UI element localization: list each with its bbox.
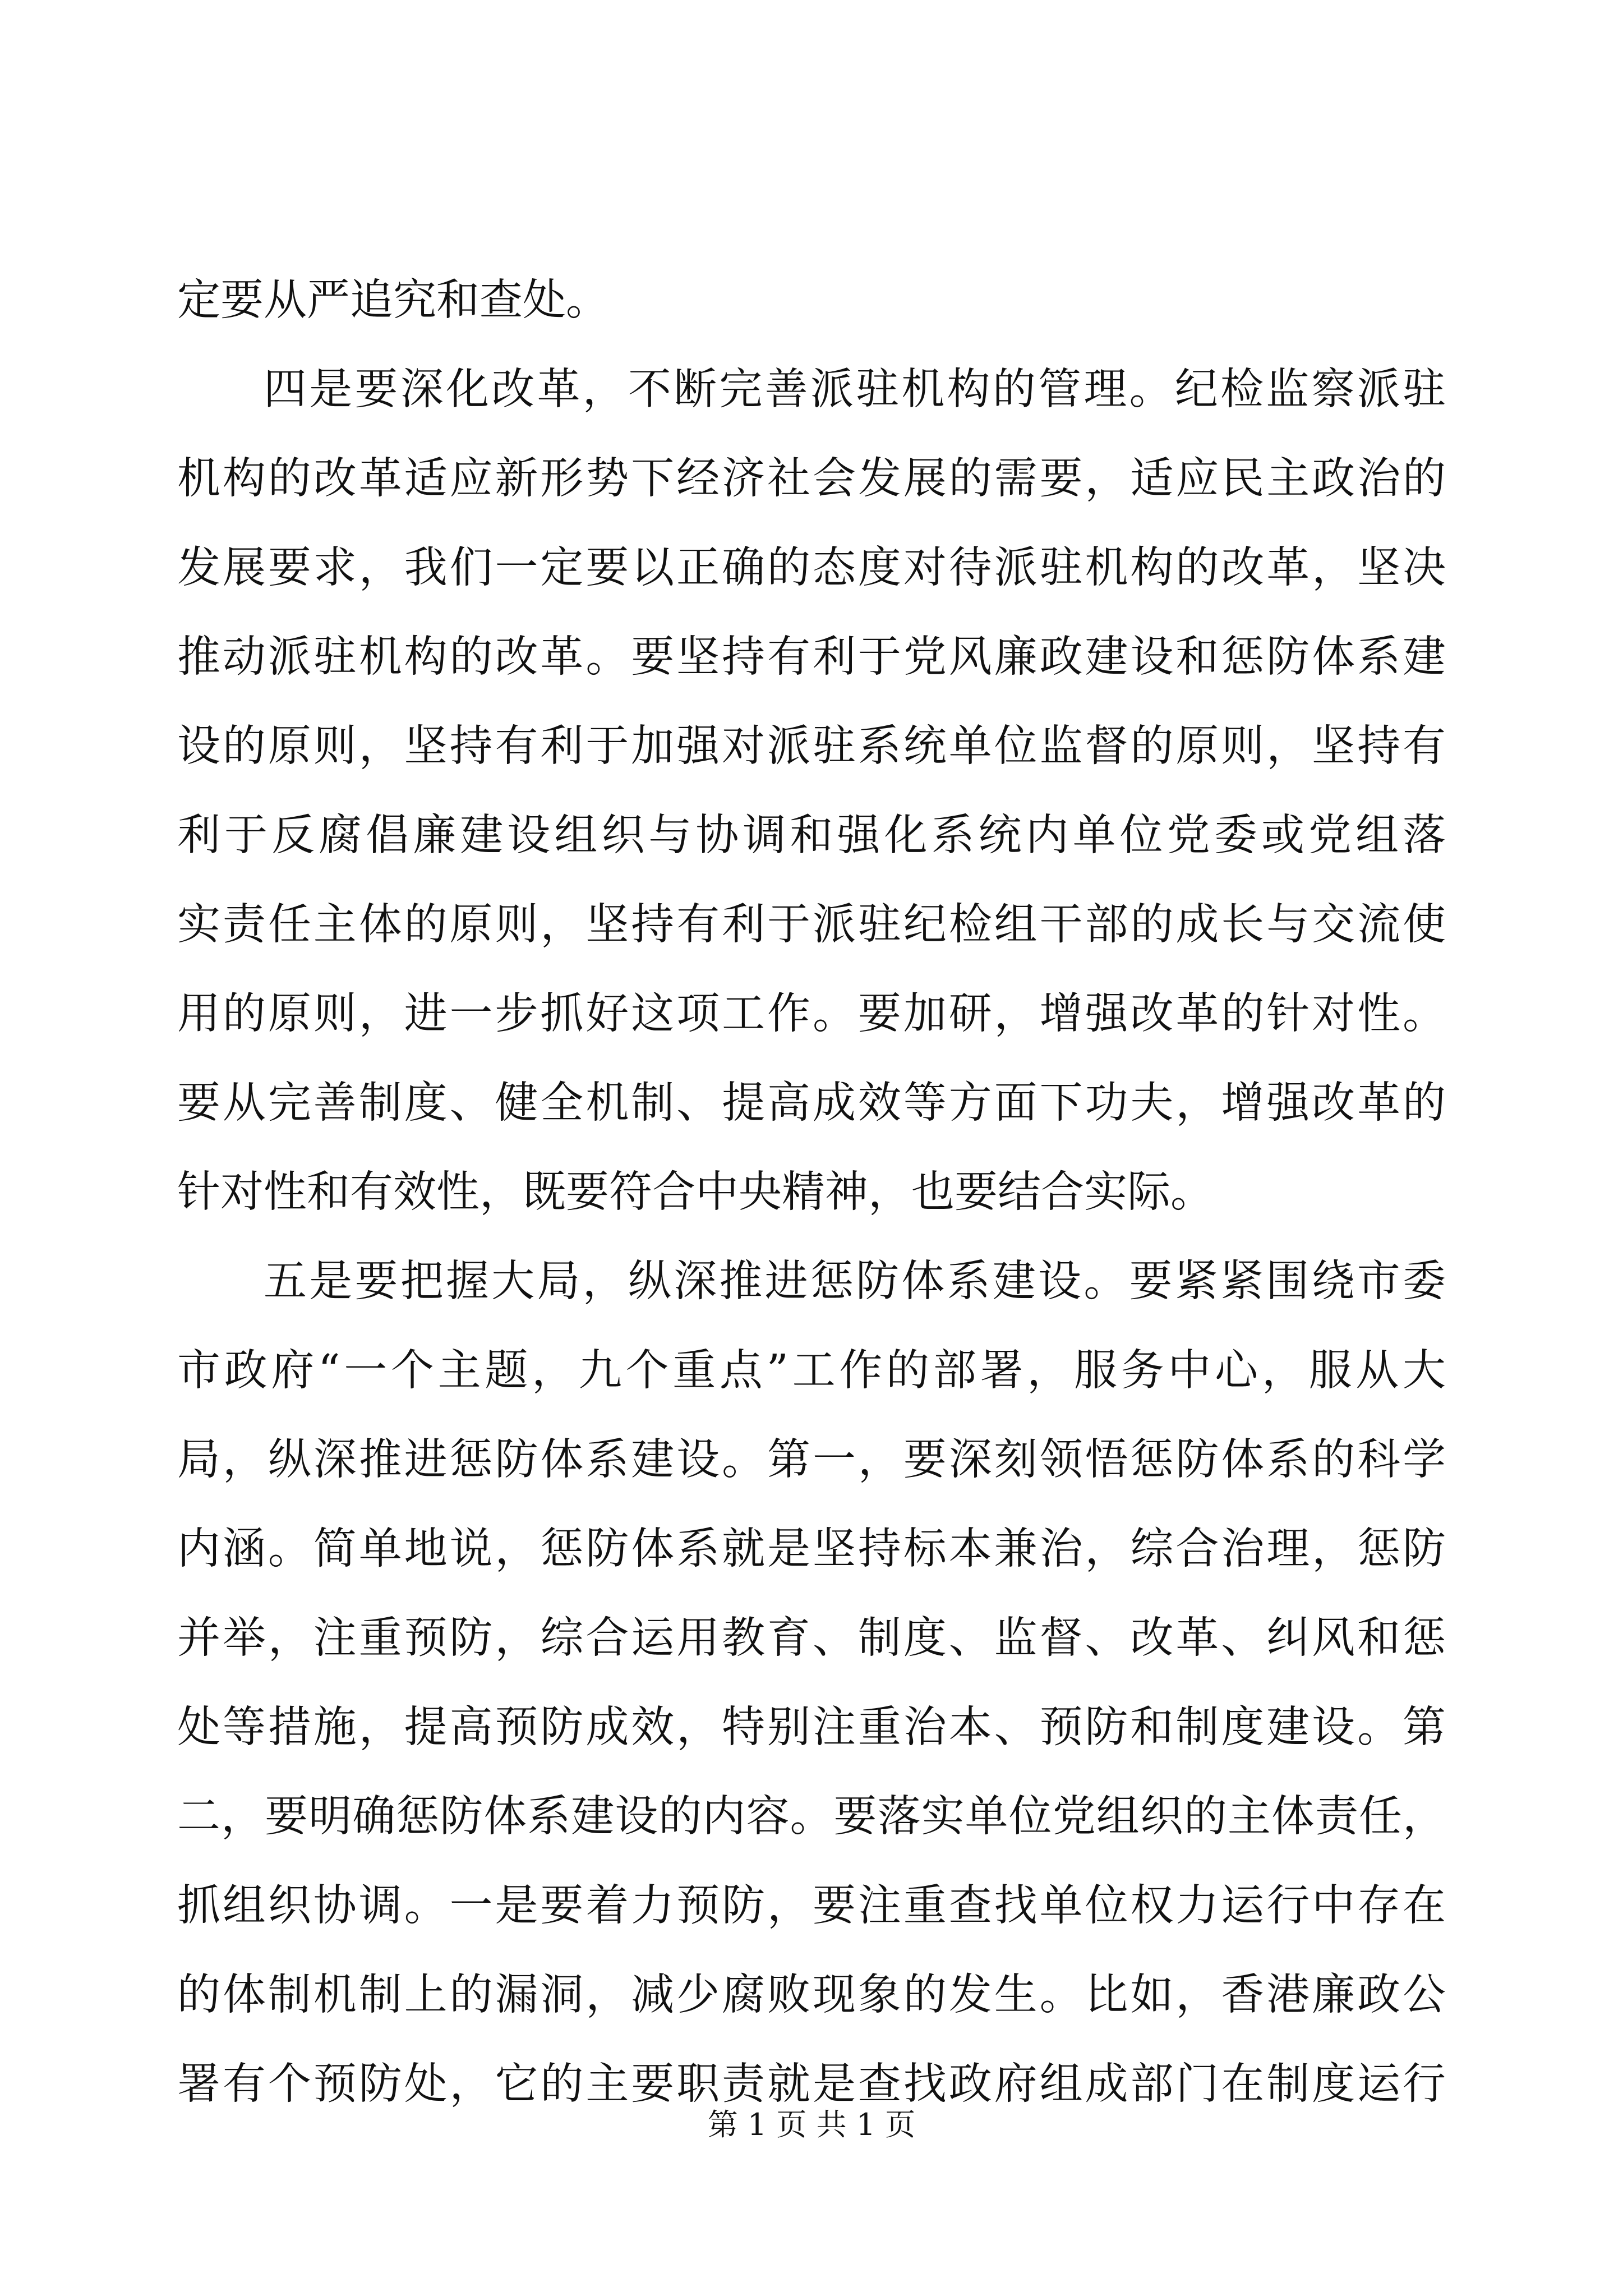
text-line: 推动派驻机构的改革。要坚持有利于党风廉政建设和惩防体系建: [177, 632, 1446, 682]
text-line: 机构的改革适应新形势下经济社会发展的需要，适应民主政治的: [177, 454, 1446, 504]
text-line: 用的原则，进一步抓好这项工作。要加研，增强改革的针对性。: [177, 989, 1446, 1039]
text-line: 市政府“一个主题，九个重点”工作的部署，服务中心，服从大: [177, 1346, 1446, 1396]
text-line: 四是要深化改革，不断完善派驻机构的管理。纪检监察派驻: [264, 365, 1446, 415]
text-line: 针对性和有效性，既要符合中央精神，也要结合实际。: [177, 1167, 1214, 1217]
text-line: 利于反腐倡廉建设组织与协调和强化系统内单位党委或党组落: [177, 811, 1446, 861]
text-line: 定要从严追究和查处。: [177, 275, 609, 325]
text-line: 内涵。简单地说，惩防体系就是坚持标本兼治，综合治理，惩防: [177, 1524, 1446, 1574]
page-number-label: 第 1 页 共 1 页: [707, 2107, 916, 2142]
text-line: 处等措施，提高预防成效，特别注重治本、预防和制度建设。第: [177, 1703, 1446, 1752]
text-line: 抓组织协调。一是要着力预防，要注重查找单位权力运行中存在: [177, 1881, 1446, 1931]
text-line: 要从完善制度、健全机制、提高成效等方面下功夫，增强改革的: [177, 1078, 1446, 1128]
text-line: 的体制机制上的漏洞，减少腐败现象的发生。比如，香港廉政公: [177, 1970, 1446, 2020]
text-line: 署有个预防处，它的主要职责就是查找政府组成部门在制度运行: [177, 2059, 1446, 2109]
body-text: [177, 256, 1446, 2129]
page-footer: [0, 2102, 1623, 2147]
text-line: 发展要求，我们一定要以正确的态度对待派驻机构的改革，坚决: [177, 543, 1446, 593]
text-line: 设的原则，坚持有利于加强对派驻系统单位监督的原则，坚持有: [177, 721, 1446, 771]
text-line: 二，要明确惩防体系建设的内容。要落实单位党组织的主体责任，: [177, 1792, 1446, 1842]
text-line: 实责任主体的原则，坚持有利于派驻纪检组干部的成长与交流使: [177, 900, 1446, 950]
text-line: 局，纵深推进惩防体系建设。第一，要深刻领悟惩防体系的科学: [177, 1435, 1446, 1485]
text-line: 并举，注重预防，综合运用教育、制度、监督、改革、纠风和惩: [177, 1613, 1446, 1663]
text-line: 五是要把握大局，纵深推进惩防体系建设。要紧紧围绕市委: [264, 1257, 1446, 1306]
